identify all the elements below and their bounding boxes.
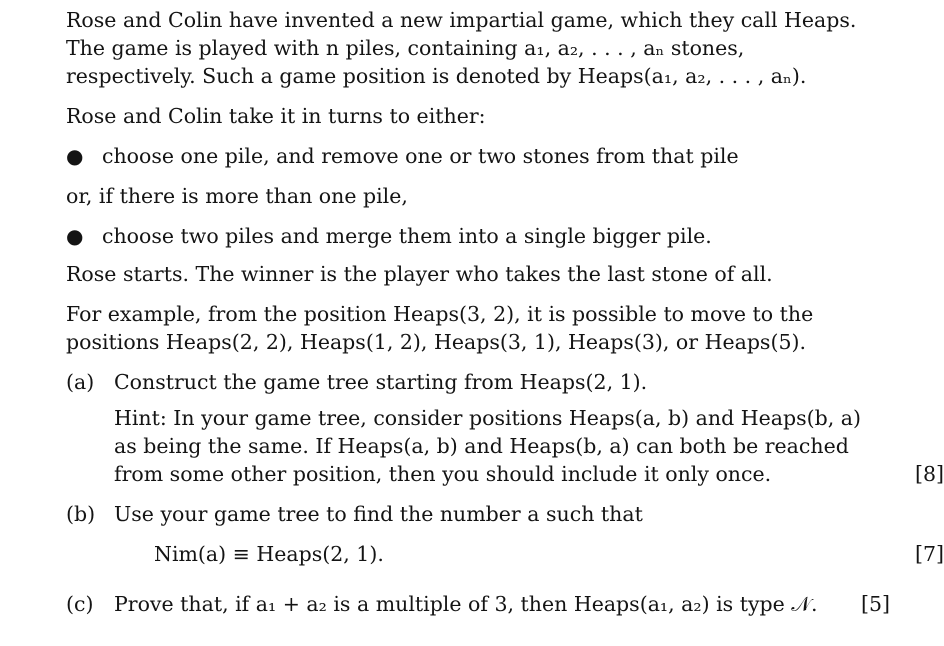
- part-b-equation-row: [114, 540, 944, 568]
- part-a-label: (a): [66, 370, 95, 394]
- intro-line-2: The game is played with n piles, containing a₁, a₂, . . . , aₙ stones,: [66, 36, 745, 60]
- part-b-text: Use your game tree to find the number a such that: [114, 502, 643, 526]
- rule-bullet-remove: [66, 142, 896, 170]
- part-c-text: Prove that, if a₁ + a₂ is a multiple of 3, then Heaps(a₁, a₂) is type 𝒩.: [114, 592, 818, 616]
- bullet-icon: ●: [66, 144, 84, 168]
- part-c-marks: [5]: [860, 592, 890, 616]
- or-line: or, if there is more than one pile,: [66, 184, 408, 208]
- part-b-label: (b): [66, 502, 96, 526]
- hint-line-2: as being the same. If Heaps(a, b) and Heaps(b, a) can both be reached: [114, 434, 849, 458]
- question-document: [66, 6, 944, 618]
- rose-starts-line: Rose starts. The winner is the player who takes the last stone of all.: [66, 262, 773, 286]
- part-b-marks: [7]: [914, 542, 944, 566]
- part-c-label: (c): [66, 592, 94, 616]
- turns-intro: Rose and Colin take it in turns to either:: [66, 104, 486, 128]
- part-a-marks: [8]: [914, 462, 944, 486]
- part-a-text: Construct the game tree starting from Heaps(2, 1).: [114, 370, 648, 394]
- example-paragraph: [66, 300, 896, 356]
- rule-remove-text: choose one pile, and remove one or two stones from that pile: [102, 144, 739, 168]
- example-line-1: For example, from the position Heaps(3, 2), it is possible to move to the: [66, 302, 814, 326]
- part-b: [66, 500, 944, 568]
- rule-bullet-merge: [66, 222, 896, 250]
- intro-line-1: Rose and Colin have invented a new impartial game, which they call Heaps.: [66, 8, 857, 32]
- hint-line-3: from some other position, then you should include it only once.: [114, 462, 772, 486]
- part-a: [66, 368, 944, 488]
- rule-merge-text: choose two piles and merge them into a single bigger pile.: [102, 224, 712, 248]
- intro-line-3: respectively. Such a game position is denoted by Heaps(a₁, a₂, . . . , aₙ).: [66, 64, 807, 88]
- intro-paragraph: [66, 6, 896, 90]
- example-line-2: positions Heaps(2, 2), Heaps(1, 2), Heaps(3, 1), Heaps(3), or Heaps(5).: [66, 330, 807, 354]
- part-b-equation: Nim(a) ≡ Heaps(2, 1).: [154, 542, 384, 566]
- part-a-hint: [114, 404, 944, 488]
- hint-line-1: Hint: In your game tree, consider positions Heaps(a, b) and Heaps(b, a): [114, 406, 861, 430]
- bullet-icon: ●: [66, 224, 84, 248]
- part-c: [66, 590, 896, 618]
